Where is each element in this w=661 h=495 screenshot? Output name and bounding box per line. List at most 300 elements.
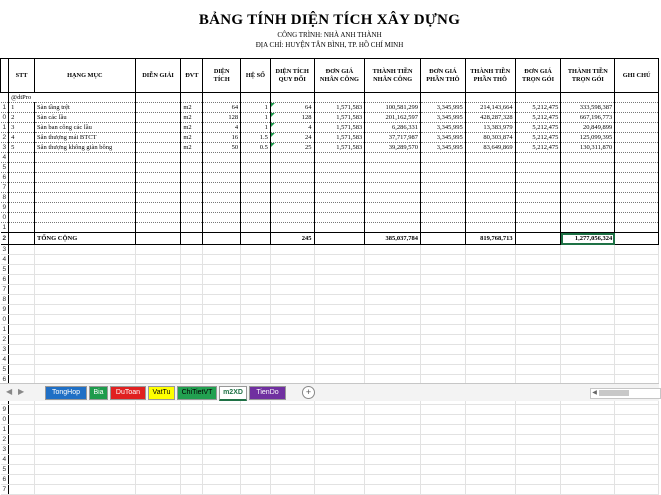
cell[interactable] <box>181 425 203 435</box>
cell[interactable] <box>9 415 35 425</box>
cell[interactable] <box>35 465 136 475</box>
cell-desc[interactable] <box>135 123 181 133</box>
cell[interactable] <box>421 193 466 203</box>
cell[interactable] <box>515 265 561 275</box>
cell[interactable] <box>615 405 659 415</box>
cell[interactable] <box>181 405 203 415</box>
cell[interactable] <box>465 325 515 335</box>
cell[interactable] <box>181 475 203 485</box>
cell[interactable] <box>615 335 659 345</box>
cell-item[interactable]: Sàn ban công các lầu <box>35 123 136 133</box>
cell[interactable] <box>35 223 136 233</box>
cell[interactable] <box>270 295 314 305</box>
cell[interactable] <box>515 183 561 193</box>
cell[interactable] <box>465 153 515 163</box>
cell[interactable] <box>135 265 181 275</box>
cell[interactable] <box>515 425 561 435</box>
cell-desc[interactable] <box>135 143 181 153</box>
cell[interactable] <box>515 435 561 445</box>
cell[interactable] <box>241 465 271 475</box>
cell[interactable] <box>181 265 203 275</box>
cell[interactable] <box>135 233 181 245</box>
table-row[interactable] <box>1 425 659 435</box>
chevron-left-icon[interactable]: ◀ <box>6 387 13 396</box>
cell[interactable] <box>181 255 203 265</box>
table-row[interactable] <box>1 295 659 305</box>
cell[interactable] <box>365 295 421 305</box>
cell[interactable] <box>241 193 271 203</box>
cell[interactable] <box>181 355 203 365</box>
cell[interactable] <box>561 265 615 275</box>
cell[interactable] <box>181 245 203 255</box>
cell[interactable] <box>9 365 35 375</box>
cell[interactable] <box>270 203 314 213</box>
cell[interactable] <box>35 183 136 193</box>
cell[interactable] <box>314 325 365 335</box>
cell[interactable] <box>241 365 271 375</box>
cell-labor-price[interactable]: 1,571,583 <box>314 143 365 153</box>
cell[interactable] <box>365 415 421 425</box>
cell[interactable] <box>365 435 421 445</box>
cell[interactable] <box>9 173 35 183</box>
cell-labor-total[interactable]: 6,286,331 <box>365 123 421 133</box>
cell[interactable] <box>203 93 241 103</box>
cell[interactable] <box>241 183 271 193</box>
cell-unit[interactable]: m2 <box>181 143 203 153</box>
cell[interactable] <box>314 193 365 203</box>
cell-turnkey-total[interactable]: 333,598,387 <box>561 103 615 113</box>
cell[interactable]: @dtPro <box>9 93 136 103</box>
cell[interactable] <box>35 435 136 445</box>
cell[interactable] <box>203 475 241 485</box>
cell[interactable] <box>181 445 203 455</box>
cell[interactable] <box>465 335 515 345</box>
cell[interactable] <box>9 325 35 335</box>
table-row[interactable] <box>1 365 659 375</box>
cell-conv[interactable]: 25 <box>270 143 314 153</box>
cell[interactable] <box>203 203 241 213</box>
cell[interactable] <box>203 355 241 365</box>
cell[interactable] <box>314 295 365 305</box>
table-row[interactable] <box>1 173 659 183</box>
plus-icon[interactable]: + <box>302 386 315 399</box>
total-label[interactable]: TỔNG CỘNG <box>35 233 136 245</box>
cell[interactable] <box>181 233 203 245</box>
cell[interactable] <box>241 223 271 233</box>
cell[interactable] <box>203 285 241 295</box>
cell[interactable] <box>421 315 466 325</box>
cell[interactable] <box>465 435 515 445</box>
cell[interactable] <box>314 223 365 233</box>
cell[interactable] <box>365 465 421 475</box>
cell[interactable] <box>365 193 421 203</box>
cell[interactable] <box>465 203 515 213</box>
cell[interactable] <box>181 193 203 203</box>
sheet-tab-tiendo[interactable]: TienDo <box>249 386 286 400</box>
cell[interactable] <box>9 405 35 415</box>
cell[interactable] <box>365 405 421 415</box>
cell[interactable] <box>314 435 365 445</box>
cell[interactable] <box>465 285 515 295</box>
total-row[interactable] <box>1 233 659 245</box>
cell[interactable] <box>135 325 181 335</box>
cell[interactable] <box>270 245 314 255</box>
cell-item[interactable]: Sàn các lầu <box>35 113 136 123</box>
chevron-right-icon[interactable]: ▶ <box>18 387 25 396</box>
cell[interactable] <box>465 315 515 325</box>
cell[interactable] <box>9 265 35 275</box>
cell[interactable] <box>270 265 314 275</box>
cell-turnkey-total[interactable]: 130,311,870 <box>561 143 615 153</box>
cell[interactable] <box>203 325 241 335</box>
cell[interactable] <box>314 275 365 285</box>
cell[interactable] <box>203 193 241 203</box>
cell[interactable] <box>615 223 659 233</box>
cell[interactable] <box>35 345 136 355</box>
cell[interactable] <box>181 485 203 495</box>
cell[interactable] <box>270 415 314 425</box>
cell[interactable] <box>615 233 659 245</box>
cell[interactable] <box>615 355 659 365</box>
cell[interactable] <box>241 475 271 485</box>
cell[interactable] <box>135 173 181 183</box>
cell[interactable] <box>203 435 241 445</box>
cell-rough-total[interactable]: 80,303,874 <box>465 133 515 143</box>
cell[interactable] <box>241 325 271 335</box>
cell[interactable] <box>35 265 136 275</box>
cell[interactable] <box>203 245 241 255</box>
cell[interactable] <box>365 223 421 233</box>
cell[interactable] <box>515 335 561 345</box>
cell[interactable] <box>270 173 314 183</box>
table-row[interactable] <box>1 133 659 143</box>
cell[interactable] <box>9 305 35 315</box>
cell[interactable] <box>314 245 365 255</box>
cell[interactable] <box>421 325 466 335</box>
cell[interactable] <box>465 223 515 233</box>
cell[interactable] <box>9 465 35 475</box>
cell[interactable] <box>465 355 515 365</box>
cell[interactable] <box>314 255 365 265</box>
cell[interactable] <box>9 485 35 495</box>
cell[interactable] <box>135 153 181 163</box>
cell[interactable] <box>35 203 136 213</box>
cell[interactable] <box>135 203 181 213</box>
cell[interactable] <box>241 245 271 255</box>
cell[interactable] <box>9 183 35 193</box>
cell[interactable] <box>135 295 181 305</box>
cell[interactable] <box>515 345 561 355</box>
cell[interactable] <box>241 265 271 275</box>
cell[interactable] <box>421 93 466 103</box>
cell-item[interactable]: Sân thượng mái BTCT <box>35 133 136 143</box>
cell[interactable] <box>465 255 515 265</box>
cell[interactable] <box>465 425 515 435</box>
cell[interactable] <box>35 455 136 465</box>
cell[interactable] <box>241 485 271 495</box>
cell[interactable] <box>181 435 203 445</box>
cell[interactable] <box>365 455 421 465</box>
cell-rough-total[interactable]: 214,143,664 <box>465 103 515 113</box>
cell[interactable] <box>181 295 203 305</box>
cell[interactable] <box>241 445 271 455</box>
cell-labor-price[interactable]: 1,571,583 <box>314 113 365 123</box>
table-row[interactable] <box>1 315 659 325</box>
cell[interactable] <box>465 475 515 485</box>
cell[interactable] <box>9 233 35 245</box>
cell[interactable] <box>365 365 421 375</box>
cell[interactable] <box>203 233 241 245</box>
cell[interactable] <box>561 435 615 445</box>
cell[interactable] <box>270 183 314 193</box>
sheet-tab-tonghop[interactable]: TongHop <box>45 386 87 400</box>
cell[interactable] <box>615 173 659 183</box>
cell[interactable] <box>35 173 136 183</box>
cell[interactable] <box>615 425 659 435</box>
cell[interactable] <box>203 485 241 495</box>
cell[interactable] <box>421 163 466 173</box>
cell[interactable] <box>314 213 365 223</box>
cell-rough-total[interactable]: 83,649,869 <box>465 143 515 153</box>
cell[interactable] <box>365 325 421 335</box>
cell[interactable] <box>561 455 615 465</box>
cell[interactable] <box>203 425 241 435</box>
table-row[interactable] <box>1 163 659 173</box>
total-labor[interactable]: 385,037,784 <box>365 233 421 245</box>
cell[interactable] <box>35 335 136 345</box>
cell[interactable] <box>241 355 271 365</box>
cell[interactable] <box>9 285 35 295</box>
cell[interactable] <box>561 173 615 183</box>
cell[interactable] <box>561 245 615 255</box>
cell[interactable] <box>615 365 659 375</box>
cell[interactable] <box>561 183 615 193</box>
cell-rough-price[interactable]: 3,345,995 <box>421 123 466 133</box>
cell[interactable] <box>465 305 515 315</box>
cell[interactable] <box>181 305 203 315</box>
cell[interactable] <box>135 275 181 285</box>
table-row[interactable] <box>1 193 659 203</box>
cell[interactable] <box>421 475 466 485</box>
cell[interactable] <box>561 325 615 335</box>
table-row[interactable] <box>1 305 659 315</box>
cell[interactable] <box>421 153 466 163</box>
cell-coef[interactable]: 1.5 <box>241 133 271 143</box>
cell[interactable] <box>9 163 35 173</box>
cell[interactable] <box>515 415 561 425</box>
cell[interactable] <box>465 415 515 425</box>
cell[interactable] <box>241 305 271 315</box>
cell[interactable] <box>35 295 136 305</box>
cell[interactable] <box>270 355 314 365</box>
cell[interactable] <box>135 163 181 173</box>
cell[interactable] <box>314 345 365 355</box>
cell[interactable] <box>203 465 241 475</box>
cell[interactable] <box>241 203 271 213</box>
cell-rough-total[interactable]: 13,383,979 <box>465 123 515 133</box>
cell[interactable] <box>421 255 466 265</box>
cell[interactable] <box>615 445 659 455</box>
cell[interactable] <box>35 275 136 285</box>
cell-turnkey-price[interactable]: 5,212,475 <box>515 143 561 153</box>
cell[interactable] <box>465 295 515 305</box>
cell[interactable] <box>615 485 659 495</box>
cell-turnkey-total[interactable]: 125,099,395 <box>561 133 615 143</box>
cell-labor-price[interactable]: 1,571,583 <box>314 133 365 143</box>
cell[interactable] <box>314 93 365 103</box>
cell[interactable] <box>615 285 659 295</box>
cell[interactable] <box>203 335 241 345</box>
cell[interactable] <box>35 405 136 415</box>
cell[interactable] <box>365 213 421 223</box>
cell[interactable] <box>615 245 659 255</box>
cell[interactable] <box>515 163 561 173</box>
cell[interactable] <box>314 405 365 415</box>
cell[interactable] <box>365 93 421 103</box>
cell[interactable] <box>465 345 515 355</box>
cell[interactable] <box>181 173 203 183</box>
table-row[interactable] <box>1 275 659 285</box>
cell[interactable] <box>135 93 181 103</box>
cell[interactable] <box>314 233 365 245</box>
cell[interactable] <box>203 415 241 425</box>
cell[interactable] <box>365 305 421 315</box>
cell[interactable] <box>135 223 181 233</box>
cell[interactable] <box>135 465 181 475</box>
cell-turnkey-price[interactable]: 5,212,475 <box>515 133 561 143</box>
table-row[interactable] <box>1 103 659 113</box>
cell[interactable] <box>314 415 365 425</box>
cell[interactable] <box>365 315 421 325</box>
total-rough[interactable]: 819,768,713 <box>465 233 515 245</box>
cell[interactable] <box>515 315 561 325</box>
cell[interactable] <box>270 315 314 325</box>
area-calculation-table[interactable] <box>0 58 659 495</box>
cell[interactable] <box>203 173 241 183</box>
cell[interactable] <box>203 275 241 285</box>
cell[interactable] <box>135 355 181 365</box>
cell[interactable] <box>365 355 421 365</box>
cell-labor-total[interactable]: 201,162,597 <box>365 113 421 123</box>
cell[interactable] <box>465 245 515 255</box>
cell[interactable] <box>515 275 561 285</box>
cell[interactable] <box>9 355 35 365</box>
table-row[interactable] <box>1 113 659 123</box>
cell[interactable] <box>181 415 203 425</box>
cell[interactable] <box>314 153 365 163</box>
cell[interactable] <box>9 335 35 345</box>
cell[interactable] <box>561 465 615 475</box>
cell[interactable] <box>35 485 136 495</box>
cell[interactable] <box>515 255 561 265</box>
cell-item[interactable]: Sàn tầng trệt <box>35 103 136 113</box>
cell[interactable] <box>515 305 561 315</box>
cell[interactable] <box>241 315 271 325</box>
cell-rough-price[interactable]: 3,345,995 <box>421 133 466 143</box>
cell[interactable] <box>421 213 466 223</box>
cell[interactable] <box>561 365 615 375</box>
cell[interactable] <box>9 445 35 455</box>
cell[interactable] <box>465 193 515 203</box>
cell[interactable] <box>135 305 181 315</box>
cell[interactable] <box>561 485 615 495</box>
cell[interactable] <box>203 345 241 355</box>
cell[interactable] <box>181 365 203 375</box>
table-row[interactable] <box>1 485 659 495</box>
cell[interactable] <box>241 163 271 173</box>
cell[interactable] <box>365 203 421 213</box>
cell[interactable] <box>314 365 365 375</box>
cell[interactable] <box>135 335 181 345</box>
table-row[interactable] <box>1 203 659 213</box>
cell[interactable] <box>9 275 35 285</box>
cell[interactable] <box>35 153 136 163</box>
cell[interactable] <box>615 193 659 203</box>
cell[interactable] <box>181 325 203 335</box>
cell[interactable] <box>314 315 365 325</box>
cell[interactable] <box>181 275 203 285</box>
cell[interactable] <box>515 405 561 415</box>
cell[interactable] <box>561 445 615 455</box>
cell[interactable] <box>135 415 181 425</box>
cell[interactable] <box>203 295 241 305</box>
cell[interactable] <box>135 245 181 255</box>
cell[interactable] <box>561 93 615 103</box>
cell-labor-price[interactable]: 1,571,583 <box>314 123 365 133</box>
cell[interactable] <box>35 355 136 365</box>
table-row[interactable] <box>1 183 659 193</box>
cell[interactable] <box>615 265 659 275</box>
cell[interactable] <box>241 415 271 425</box>
cell[interactable] <box>561 305 615 315</box>
cell[interactable] <box>181 285 203 295</box>
cell[interactable] <box>181 465 203 475</box>
cell[interactable] <box>181 345 203 355</box>
cell[interactable] <box>561 285 615 295</box>
sheet-tab-chitietvt[interactable]: ChiTietVT <box>177 386 217 400</box>
cell[interactable] <box>35 193 136 203</box>
cell[interactable] <box>203 265 241 275</box>
cell[interactable] <box>9 223 35 233</box>
cell[interactable] <box>515 355 561 365</box>
cell[interactable] <box>203 455 241 465</box>
cell[interactable] <box>421 183 466 193</box>
cell-turnkey-total[interactable]: 20,849,899 <box>561 123 615 133</box>
cell-coef[interactable]: 1 <box>241 123 271 133</box>
cell[interactable] <box>241 435 271 445</box>
cell-labor-total[interactable]: 39,289,570 <box>365 143 421 153</box>
cell[interactable] <box>9 455 35 465</box>
cell[interactable] <box>615 203 659 213</box>
table-row[interactable] <box>1 325 659 335</box>
cell[interactable] <box>465 445 515 455</box>
cell-desc[interactable] <box>135 103 181 113</box>
cell[interactable] <box>241 213 271 223</box>
cell[interactable] <box>365 485 421 495</box>
cell[interactable] <box>314 465 365 475</box>
cell[interactable] <box>9 193 35 203</box>
cell-coef[interactable]: 1 <box>241 103 271 113</box>
cell[interactable] <box>615 295 659 305</box>
cell[interactable] <box>561 475 615 485</box>
sheet-tab-dutoan[interactable]: DuToan <box>110 386 146 400</box>
cell[interactable] <box>421 295 466 305</box>
cell[interactable] <box>465 465 515 475</box>
cell[interactable] <box>421 245 466 255</box>
cell[interactable] <box>270 475 314 485</box>
cell[interactable] <box>561 213 615 223</box>
cell[interactable] <box>561 405 615 415</box>
